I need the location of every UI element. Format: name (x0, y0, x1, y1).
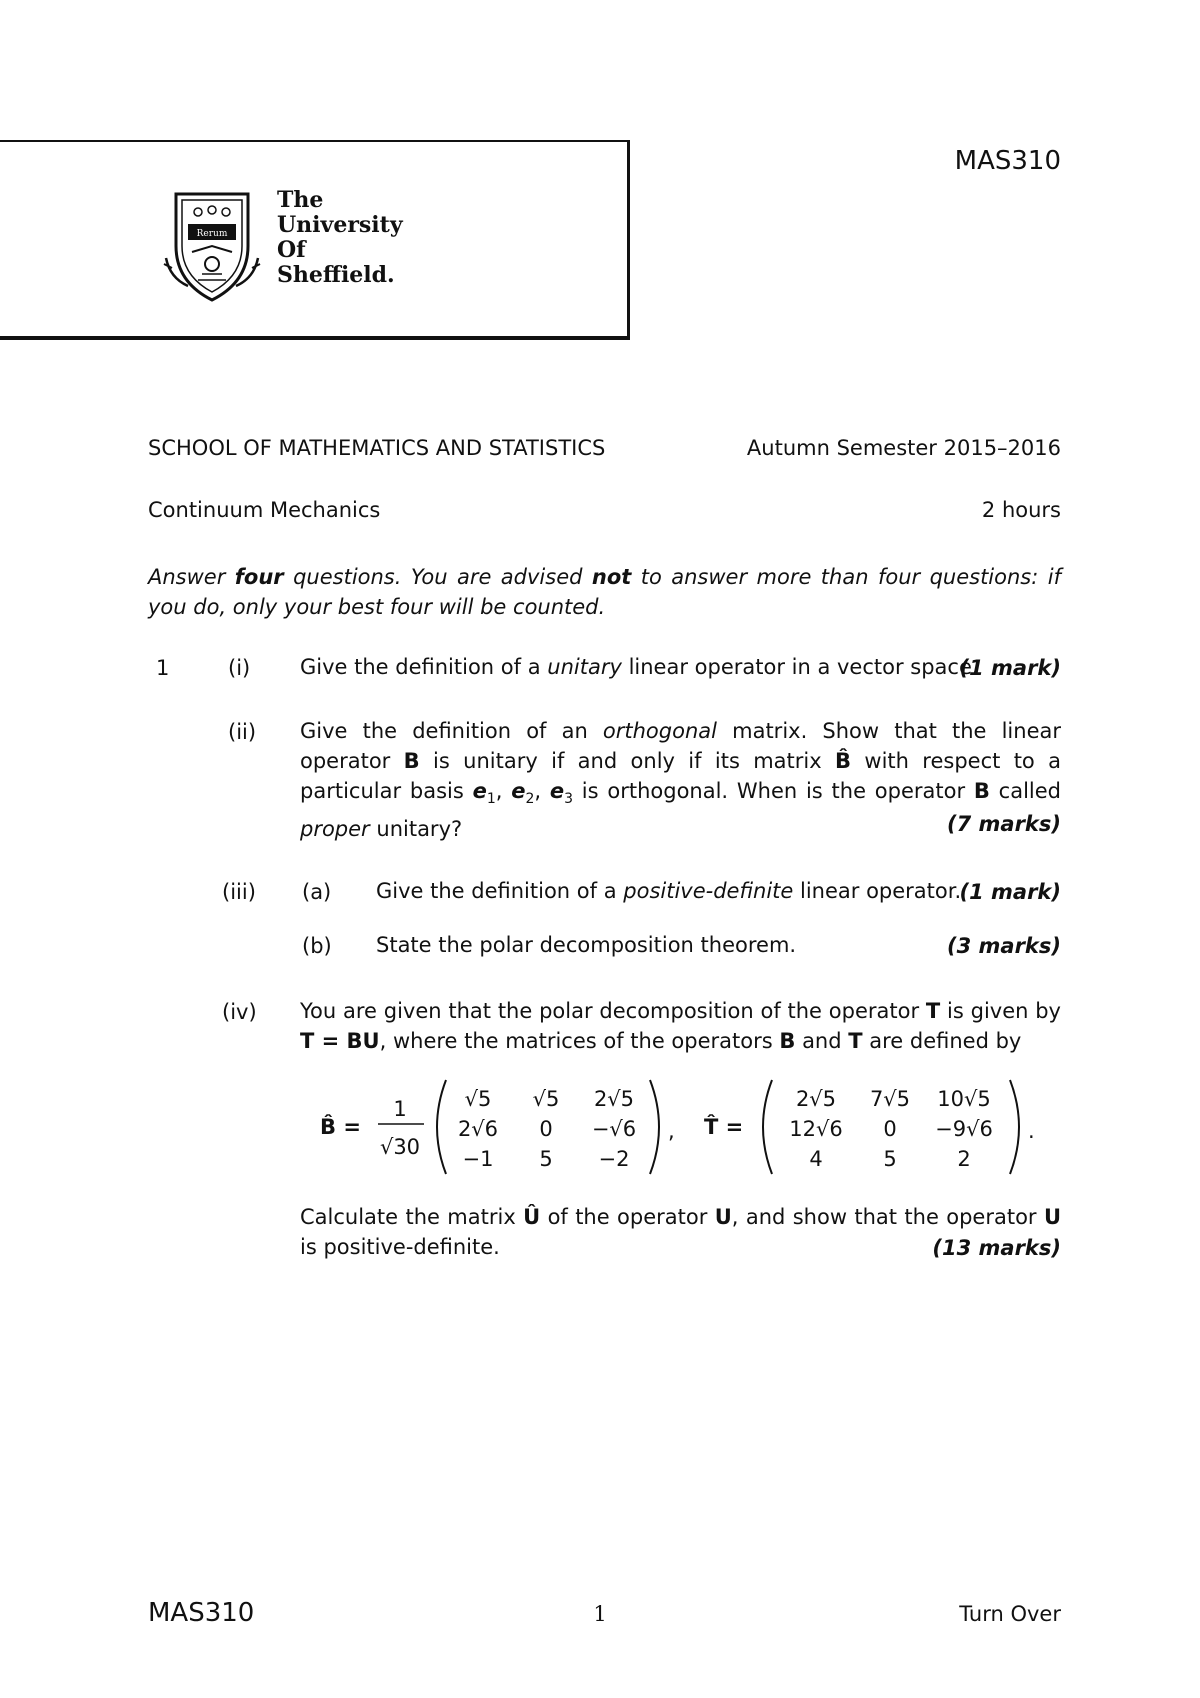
subscript: 2 (525, 791, 535, 808)
matrix-t-lhs: T̂ = (704, 1115, 744, 1139)
subscript: 3 (564, 791, 574, 808)
matrix-t-cell: 2√5 (795, 1087, 837, 1111)
crest-banner-text: Rerum (196, 229, 228, 239)
text: are defined by (862, 1029, 1022, 1053)
basis-symbol: e (472, 779, 487, 803)
text: and (795, 1029, 849, 1053)
matrix-symbol: Û (523, 1205, 541, 1229)
part-label: (ii) (228, 720, 257, 744)
school-name: SCHOOL OF MATHEMATICS AND STATISTICS (148, 436, 606, 460)
matrix-symbol: B̂ (835, 749, 852, 773)
matrix-b-cell: 0 (539, 1117, 553, 1141)
part-label: (iii) (222, 880, 256, 904)
matrix-b-cell: 2√5 (593, 1087, 635, 1111)
text: Calculate the matrix (300, 1205, 524, 1229)
matrix-b-cell: √5 (464, 1087, 492, 1111)
operator-symbol: T (925, 999, 941, 1023)
matrix-t-cell: 4 (809, 1147, 823, 1171)
module-row (148, 498, 1061, 522)
subpart-label: (b) (302, 934, 332, 958)
exam-duration: 2 hours (981, 498, 1061, 522)
marks-label: (3 marks) (947, 934, 1061, 958)
matrix-b-cell: √5 (532, 1087, 560, 1111)
matrix-t-cell: 7√5 (869, 1087, 911, 1111)
page-number: 1 (593, 1602, 607, 1626)
matrix-t-cell: 10√5 (937, 1087, 991, 1111)
basis-symbol: e (549, 779, 565, 803)
basis-symbol: e (511, 779, 526, 803)
matrix-b-cell: −1 (462, 1147, 494, 1171)
matrix-b-lhs: B̂ = (320, 1115, 361, 1139)
text: is given by (940, 999, 1061, 1023)
operator-symbol: B (779, 1029, 796, 1053)
text: , (495, 779, 512, 803)
operator-symbol: B (973, 779, 990, 803)
instr-emphasis: not (591, 565, 632, 589)
text-emphasis: positive-definite (623, 879, 794, 903)
matrix-b-cell: −2 (598, 1147, 630, 1171)
text: matrix. Show that the linear operator (300, 719, 1062, 773)
course-code-header: MAS310 (954, 146, 1061, 176)
exam-instructions (148, 562, 1061, 622)
matrix-b-cell: 2√6 (457, 1117, 499, 1141)
instr-text: questions. You are advised (283, 565, 592, 589)
instr-text: to answer more than four questions: if you do, only your best four will be counted. (148, 565, 1061, 619)
instr-emphasis: four (234, 565, 284, 589)
matrix-b-cell: −√6 (591, 1117, 637, 1141)
text: , (534, 779, 550, 803)
equation: T = BU (300, 1029, 380, 1053)
text: You are given that the polar decomposition of the operator (300, 999, 926, 1023)
part-i-text (300, 652, 979, 682)
module-name: Continuum Mechanics (148, 498, 381, 522)
university-name-line: Of (277, 237, 306, 263)
matrix-t-cell: 2 (957, 1147, 971, 1171)
part-iv-text (300, 996, 1061, 1056)
part-label: (iv) (222, 1000, 257, 1024)
text: , where the matrices of the operators (379, 1029, 780, 1053)
matrix-b-cell: 5 (539, 1147, 553, 1171)
text-emphasis: unitary (547, 655, 622, 679)
matrix-t-cell: 0 (883, 1117, 897, 1141)
matrix-separator: , (668, 1119, 675, 1143)
text: of the operator (540, 1205, 715, 1229)
text: Give the definition of a (376, 879, 624, 903)
text: Give the definition of a (300, 655, 548, 679)
operator-symbol: B (403, 749, 420, 773)
text-emphasis: orthogonal (602, 719, 717, 743)
marks-label: (1 mark) (959, 656, 1061, 680)
operator-symbol: T (848, 1029, 863, 1053)
text: linear operator in a vector space. (621, 655, 979, 679)
part-label: (i) (228, 656, 251, 680)
fraction-denominator: √30 (379, 1135, 421, 1159)
footer-course-code: MAS310 (148, 1598, 255, 1628)
exam-info-row (148, 436, 1061, 460)
turn-over: Turn Over (959, 1602, 1061, 1626)
operator-symbol: U (1043, 1205, 1061, 1229)
university-name-line: Sheffield. (277, 262, 395, 288)
text: Give the definition of an (300, 719, 603, 743)
university-name-line: The (277, 187, 324, 213)
matrix-t-cell: 5 (883, 1147, 897, 1171)
question-number: 1 (156, 656, 170, 680)
text: is unitary if and only if its matrix (419, 749, 836, 773)
text: , and show that the operator (731, 1205, 1044, 1229)
matrix-t-cell: 12√6 (789, 1117, 843, 1141)
text-emphasis: proper (300, 817, 370, 842)
text: called (989, 779, 1062, 803)
text: with respect to a particular basis (300, 749, 1061, 803)
university-name-line: University (277, 212, 403, 238)
part-iii-a-text (376, 876, 961, 906)
university-name (277, 188, 403, 288)
matrix-t-cell: −9√6 (935, 1117, 993, 1141)
fraction-numerator: 1 (393, 1097, 407, 1121)
marks-label: (1 mark) (959, 880, 1061, 904)
instr-text: Answer (148, 565, 235, 589)
semester: Autumn Semester 2015–2016 (746, 436, 1061, 460)
text: unitary? (369, 817, 463, 842)
text: is orthogonal. When is the operator (573, 779, 974, 803)
subscript: 1 (486, 791, 496, 808)
operator-symbol: U (714, 1205, 732, 1229)
university-crest-icon (162, 188, 262, 306)
text: linear operator. (793, 879, 962, 903)
text: is positive-definite. (300, 1235, 500, 1259)
marks-label: (7 marks) (947, 812, 1061, 836)
part-iii-b-text: State the polar decomposition theorem. (376, 933, 797, 957)
marks-label: (13 marks) (932, 1236, 1061, 1260)
matrix-equations (320, 1072, 1040, 1182)
matrix-period: . (1028, 1119, 1035, 1143)
subpart-label: (a) (302, 880, 332, 904)
